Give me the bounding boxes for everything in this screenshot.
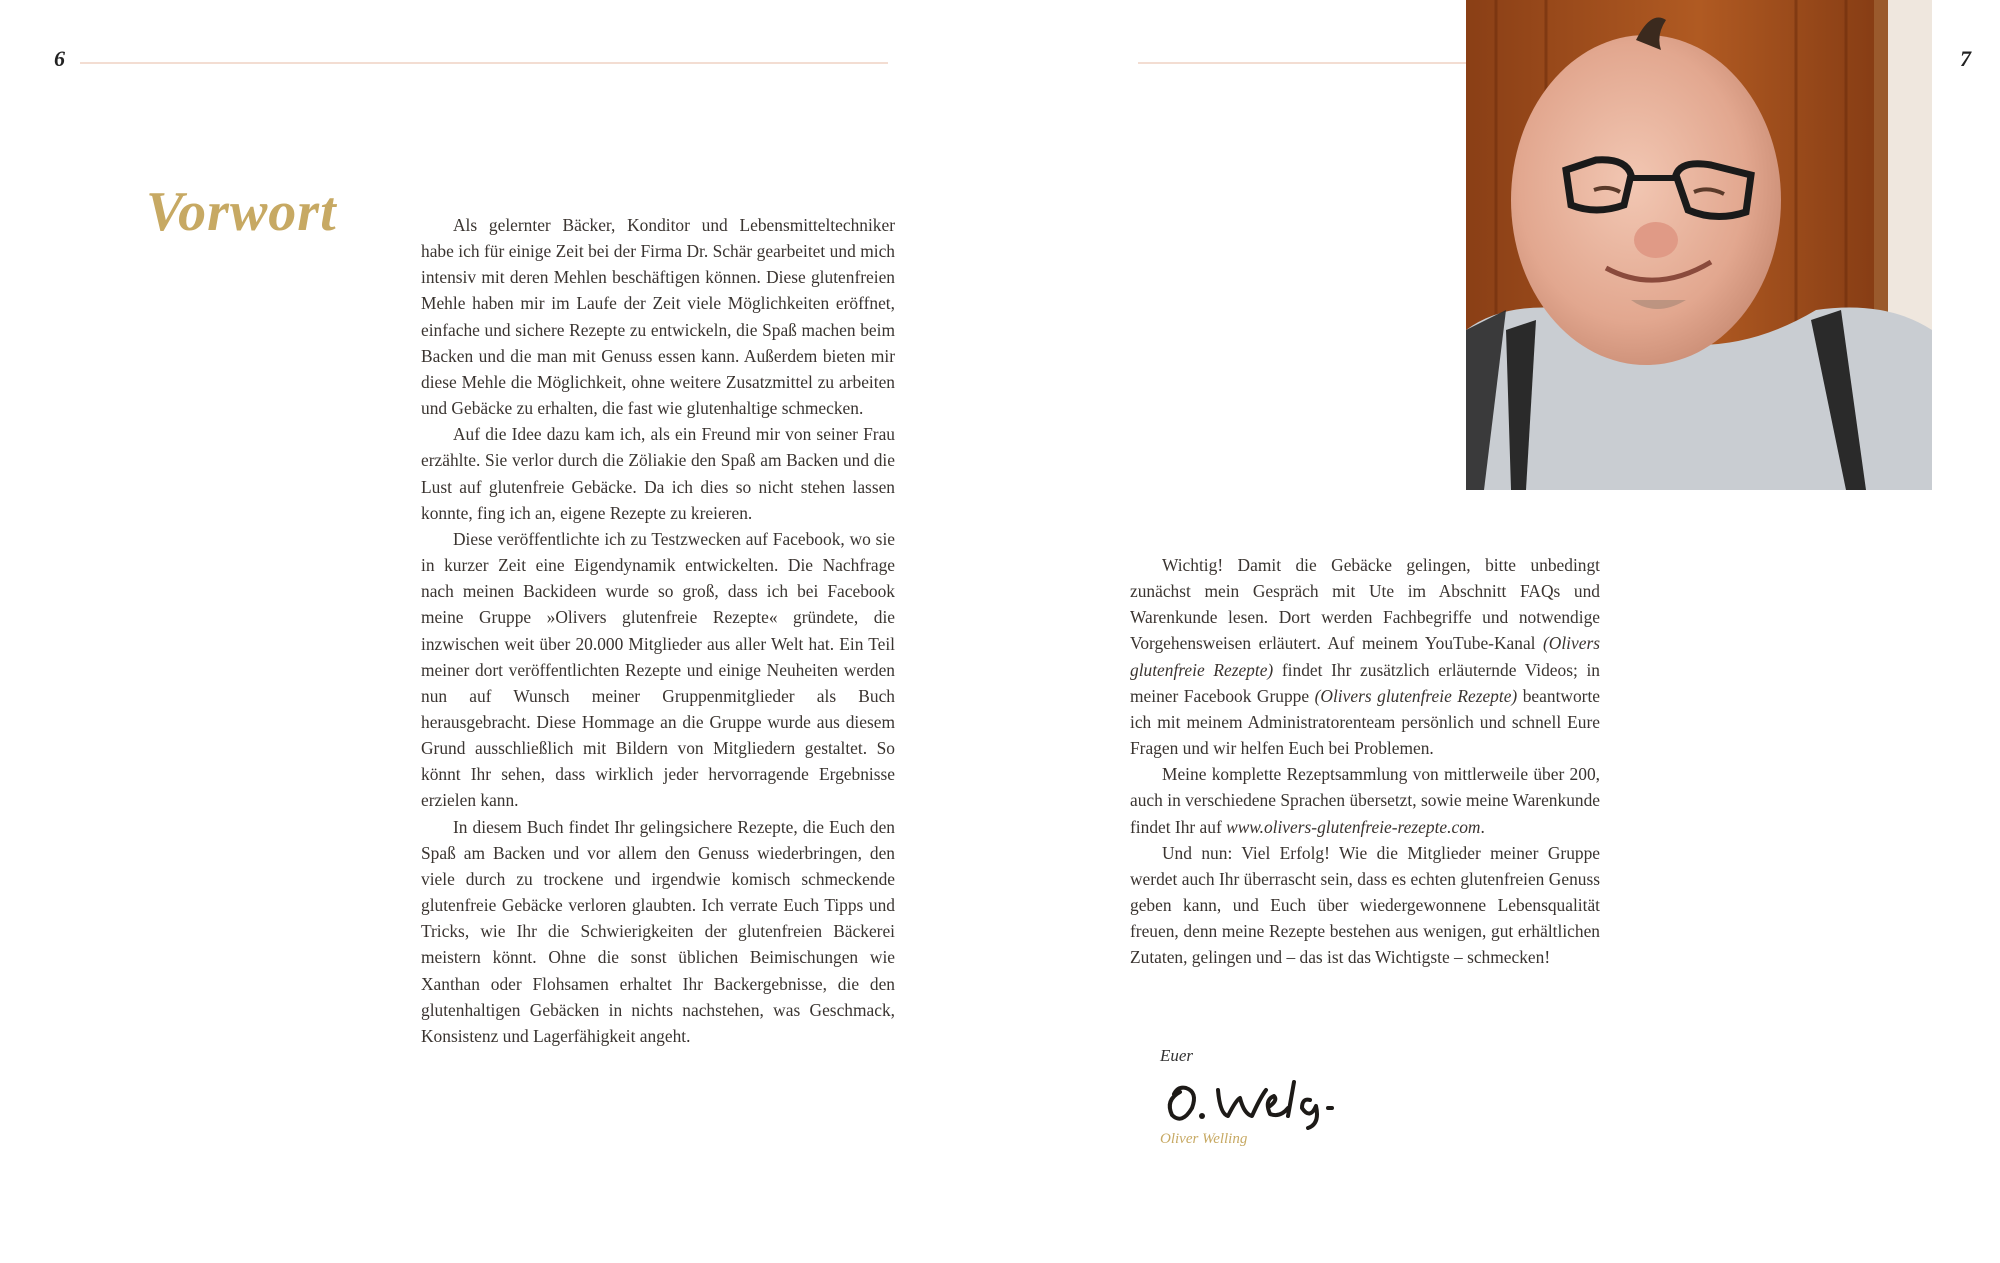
- website-url: www.olivers-glutenfreie-rezepte.com: [1226, 816, 1481, 837]
- signer-name: Oliver Welling: [1160, 1131, 1248, 1147]
- signoff: [1160, 1046, 1380, 1148]
- author-portrait-icon: [1466, 0, 1932, 490]
- signature-icon: [1160, 1070, 1380, 1135]
- page-title: Vorwort: [146, 181, 337, 243]
- text-run: Meine komplette Rezeptsammlung von mittlerweile über 200, auch in verschiedene Sprachen übersetzt, sowie meine Warenkunde findet Ihr auf: [1130, 764, 1600, 837]
- paragraph: [1130, 552, 1600, 761]
- paragraph: Diese veröffentlichte ich zu Testzwecken auf Facebook, wo sie in kurzer Zeit eine Eigendynamik entwickelten. Die Nachfrage nach meinen Backideen wurde so groß, dass ich bei Facebook meine Gruppe »Olivers glutenfreie Rezepte« gründete, die inzwischen weit über 20.000 Mitglieder aus aller Welt hat. Ein Teil meiner dort veröffentlichten Rezepte und einige Neuheiten werden nun auf Wunsch meiner Gruppenmitglieder als Buch herausgebracht. Diese Hommage an die Gruppe wurde aus diesem Grund ausschließlich mit Bildern von Mitgliedern gestaltet. So könnt Ihr sehen, dass wirklich jeder hervorragende Ergebnisse erzielen kann.: [421, 528, 895, 811]
- paragraph: Auf die Idee dazu kam ich, als ein Freund mir von seiner Frau erzählte. Sie verlor durch die Zöliakie den Spaß am Backen und die Lust auf glutenfreie Gebäcke. Da ich dies so nicht stehen lassen konnte, fing ich an, eigene Rezepte zu kreieren.: [421, 424, 895, 523]
- text-run: .: [1480, 816, 1485, 837]
- paragraph: In diesem Buch findet Ihr gelingsichere Rezepte, die Euch den Spaß am Backen und vor allem den Genuss wiederbringen, den viele durch zu trockene und irgendwie komisch schmeckende glutenfreie Gebäcke verloren glaubten. Ich verrate Euch Tipps und Tricks, wie Ihr die Schwierigkeiten der glutenfreien Bäckerei meistern könnt. Ohne die sonst üblichen Beimischungen wie Xanthan oder Flohsamen erhaltet Ihr Backergebnisse, die den glutenhaltigen Gebäcken in nichts nachstehen, was Geschmack, Konsistenz und Lagerfähigkeit angeht.: [421, 816, 895, 1046]
- paragraph: Und nun: Viel Erfolg! Wie die Mitglieder meiner Gruppe werdet auch Ihr überrascht sein, dass es echten glutenfreien Genuss geben kann, und Euch über wiedergewonnene Lebensqualität freuen, denn meine Rezepte bestehen aus wenigen, gut erhältlichen Zutaten, gelingen und – das ist das Wichtigste – schmecken!: [1130, 842, 1600, 968]
- left-text-column: [421, 212, 895, 1049]
- header-rule-right: [1138, 62, 1468, 64]
- facebook-group-name: (Olivers glutenfreie Rezepte): [1314, 685, 1518, 706]
- signoff-greeting: Euer: [1160, 1046, 1194, 1065]
- right-text-column: [1130, 552, 1600, 971]
- page-number-right: 7: [1960, 46, 1971, 71]
- youtube-channel-name: (Olivers glutenfreie Rezepte): [1130, 633, 1600, 680]
- header-rule-left: [80, 62, 888, 64]
- text-run: beantworte ich mit meinem Administratorenteam persönlich und schnell Eure Fragen und wir helfen Euch bei Problemen.: [1130, 685, 1600, 759]
- paragraph: [1130, 761, 1600, 839]
- text-run: findet Ihr zusätzlich erläuternde Videos; in meiner Facebook Gruppe: [1130, 659, 1600, 706]
- page-number-left: 6: [54, 46, 65, 71]
- text-run: Wichtig! Damit die Gebäcke gelingen, bitte unbedingt zunächst mein Gespräch mit Ute im Abschnitt FAQs und Warenkunde lesen. Dort werden Fachbegriffe und notwendige Vorgehensweisen erläutert. Auf meinem YouTube-Kanal: [1130, 555, 1600, 654]
- paragraph: Als gelernter Bäcker, Konditor und Lebensmitteltechniker habe ich für einige Zeit bei der Firma Dr. Schär gearbeitet und mich intensiv mit deren Mehlen beschäftigen können. Diese glutenfreien Mehle haben mir im Laufe der Zeit viele Möglichkeiten eröffnet, einfache und sichere Rezepte zu entwickeln, die Spaß machen beim Backen und die man mit Genuss essen kann. Außerdem bieten mir diese Mehle die Möglichkeit, ohne weitere Zusatzmittel zu arbeiten und Gebäcke zu erhalten, die fast wie glutenhaltige schmecken.: [421, 215, 895, 419]
